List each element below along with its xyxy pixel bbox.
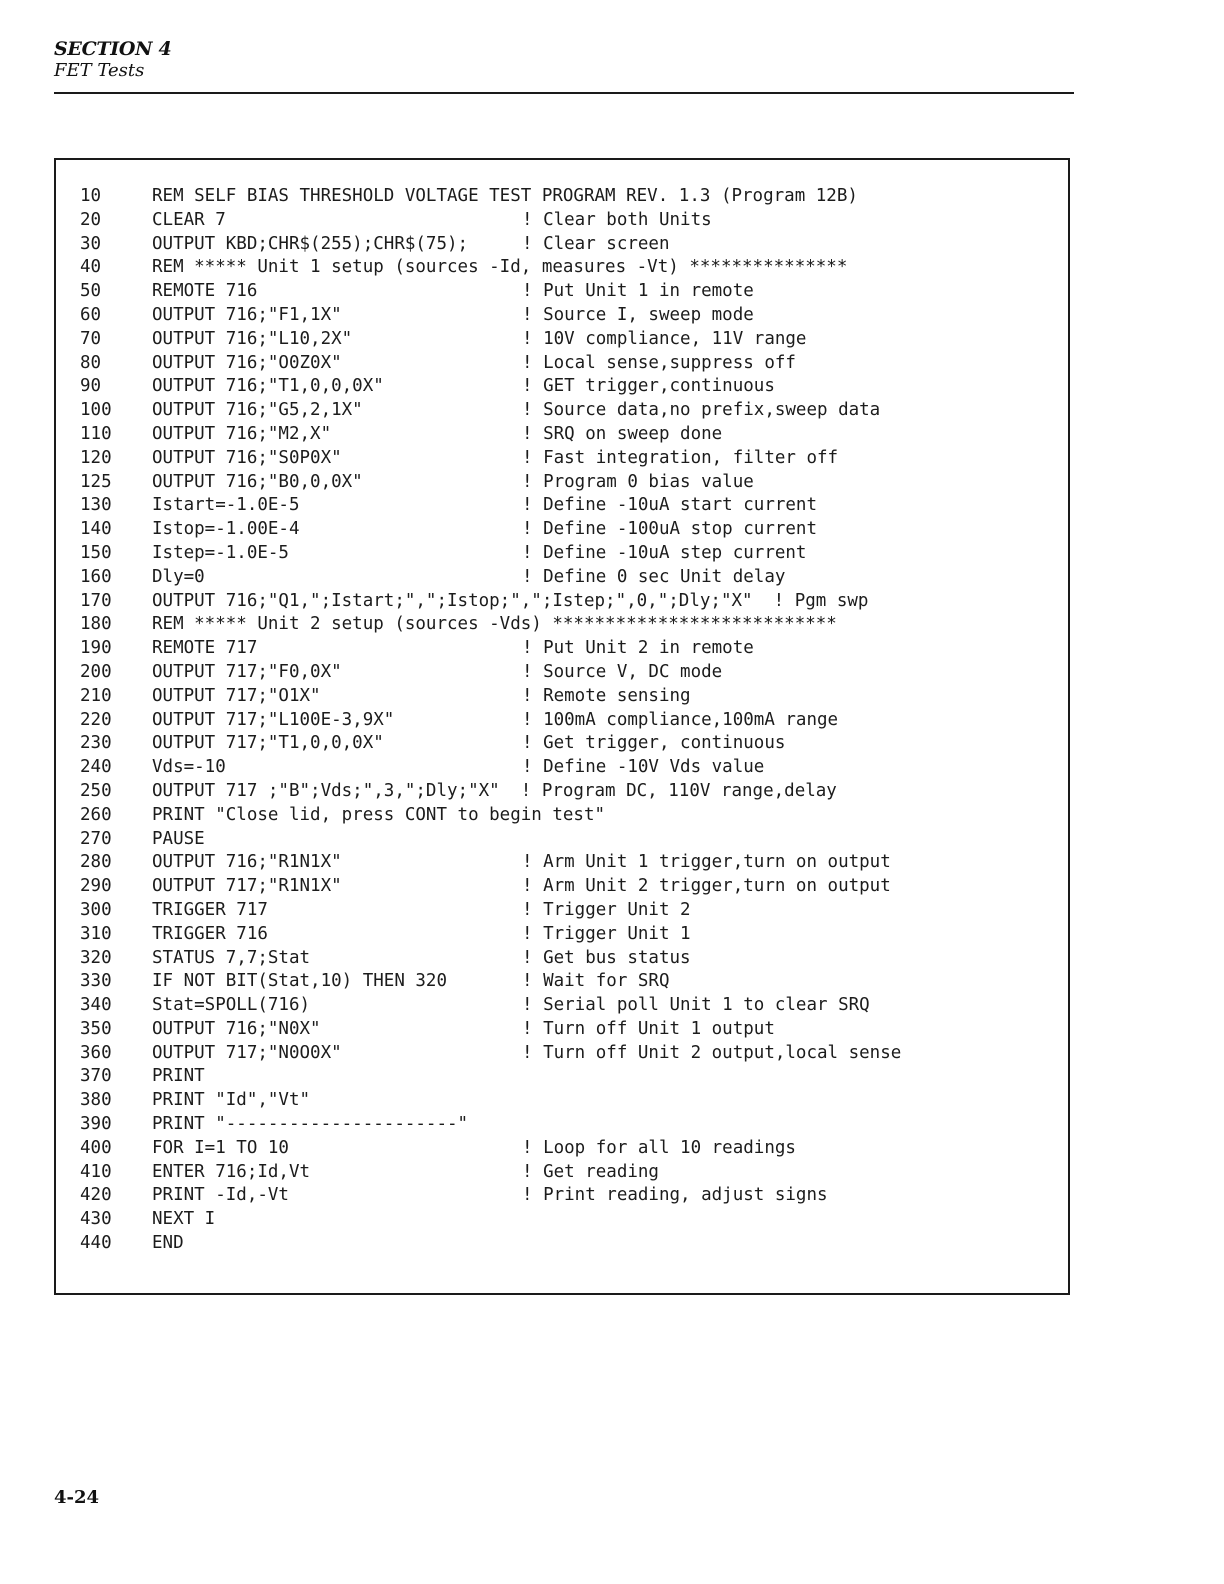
code-statement: CLEAR 7 (152, 209, 226, 230)
code-comment: ! Print reading, adjust signs (522, 1185, 828, 1206)
line-number: 120 (80, 447, 112, 468)
code-statement: PAUSE (152, 828, 205, 849)
code-statement: OUTPUT 716;"Q1,";Istart;",";Istop;",";Istep;",0,";Dly;"X" ! Pgm swp (152, 590, 869, 611)
line-number: 320 (80, 947, 112, 968)
code-comment: ! Clear screen (522, 233, 670, 254)
line-number: 340 (80, 995, 112, 1016)
line-number: 400 (80, 1137, 112, 1158)
line-number: 70 (80, 328, 102, 349)
code-statement: OUTPUT 717;"N0O0X" (152, 1042, 342, 1063)
line-number: 290 (80, 876, 112, 897)
code-comment: ! Get reading (522, 1161, 659, 1182)
line-number: 80 (80, 352, 102, 373)
code-comment: ! Define -10uA start current (522, 495, 818, 516)
line-number: 410 (80, 1161, 112, 1182)
line-number: 60 (80, 304, 102, 325)
code-comment: ! Remote sensing (522, 685, 691, 706)
line-number: 250 (80, 780, 112, 801)
code-statement: Vds=-10 (152, 757, 226, 778)
code-statement: OUTPUT 716;"R1N1X" (152, 852, 342, 873)
section-subtitle: FET Tests (54, 60, 145, 81)
code-comment: ! Program 0 bias value (522, 471, 754, 492)
line-number: 300 (80, 899, 112, 920)
line-number: 140 (80, 519, 112, 540)
code-statement: OUTPUT 717 ;"B";Vds;",3,";Dly;"X" ! Program DC, 110V range,delay (152, 780, 837, 801)
code-statement: Dly=0 (152, 566, 205, 587)
code-statement: PRINT (152, 1066, 205, 1087)
code-comment: ! Arm Unit 2 trigger,turn on output (522, 876, 891, 897)
code-comment: ! Wait for SRQ (522, 971, 670, 992)
code-statement: TRIGGER 717 (152, 899, 268, 920)
line-number: 125 (80, 471, 112, 492)
code-statement: OUTPUT 716;"S0P0X" (152, 447, 342, 468)
code-statement: Istep=-1.0E-5 (152, 542, 289, 563)
code-comment: ! 10V compliance, 11V range (522, 328, 807, 349)
line-number: 430 (80, 1209, 112, 1230)
code-statement: TRIGGER 716 (152, 923, 268, 944)
code-statement: REM SELF BIAS THRESHOLD VOLTAGE TEST PROGRAM REV. 1.3 (Program 12B) (152, 186, 858, 206)
code-comment: ! Define -10V Vds value (522, 757, 765, 778)
code-statement: END (152, 1233, 184, 1254)
line-number: 240 (80, 757, 112, 778)
line-number: 190 (80, 638, 112, 659)
code-statement: OUTPUT 716;"G5,2,1X" (152, 400, 363, 421)
line-number: 150 (80, 542, 112, 563)
line-number: 110 (80, 423, 112, 444)
code-comment: ! Trigger Unit 2 (522, 899, 691, 920)
code-statement: PRINT "----------------------" (152, 1114, 469, 1135)
line-number: 170 (80, 590, 112, 611)
code-comment: ! Source V, DC mode (522, 661, 723, 682)
code-comment: ! Get trigger, continuous (522, 733, 786, 754)
line-number: 260 (80, 804, 112, 825)
code-comment: ! 100mA compliance,100mA range (522, 709, 839, 730)
line-number: 220 (80, 709, 112, 730)
code-statement: OUTPUT 717;"F0,0X" (152, 661, 342, 682)
code-comment: ! Fast integration, filter off (522, 447, 839, 468)
code-comment: ! Clear both Units (522, 209, 712, 230)
code-comment: ! Put Unit 1 in remote (522, 281, 754, 302)
line-number: 420 (80, 1185, 112, 1206)
code-statement: REM ***** Unit 1 setup (sources -Id, measures -Vt) *************** (152, 257, 848, 278)
code-statement: OUTPUT 717;"O1X" (152, 685, 321, 706)
code-statement: OUTPUT 716;"M2,X" (152, 423, 332, 444)
line-number: 330 (80, 971, 112, 992)
code-comment: ! Source I, sweep mode (522, 304, 754, 325)
line-number: 370 (80, 1066, 112, 1087)
code-statement: OUTPUT 717;"L100E-3,9X" (152, 709, 395, 730)
code-statement: REMOTE 717 (152, 638, 258, 659)
code-statement: NEXT I (152, 1209, 216, 1230)
code-comment: ! Turn off Unit 1 output (522, 1018, 775, 1039)
section-header (54, 38, 171, 82)
header-divider (54, 92, 1074, 94)
line-number: 180 (80, 614, 112, 635)
code-comment: ! Serial poll Unit 1 to clear SRQ (522, 995, 870, 1016)
line-number: 40 (80, 257, 102, 278)
line-number: 10 (80, 186, 102, 206)
line-number: 230 (80, 733, 112, 754)
line-number: 50 (80, 281, 102, 302)
code-statement: IF NOT BIT(Stat,10) THEN 320 (152, 971, 448, 992)
code-statement: PRINT "Id","Vt" (152, 1090, 311, 1111)
code-comment: ! Define -10uA step current (522, 542, 807, 563)
code-statement: OUTPUT 716;"T1,0,0,0X" (152, 376, 384, 397)
code-comment: ! Turn off Unit 2 output,local sense (522, 1042, 902, 1063)
page-number: 4-24 (54, 1487, 100, 1508)
line-number: 200 (80, 661, 112, 682)
code-statement: REM ***** Unit 2 setup (sources -Vds) *************************** (152, 614, 837, 635)
code-statement: REMOTE 716 (152, 281, 258, 302)
line-number: 100 (80, 400, 112, 421)
line-number: 210 (80, 685, 112, 706)
code-statement: OUTPUT 716;"N0X" (152, 1018, 321, 1039)
code-statement: OUTPUT 716;"F1,1X" (152, 304, 342, 325)
line-number: 380 (80, 1090, 112, 1111)
line-number: 90 (80, 376, 102, 397)
code-comment: ! Trigger Unit 1 (522, 923, 691, 944)
code-statement: STATUS 7,7;Stat (152, 947, 311, 968)
line-number: 130 (80, 495, 112, 516)
code-statement: ENTER 716;Id,Vt (152, 1161, 311, 1182)
section-title: SECTION 4 (54, 38, 172, 60)
code-statement: PRINT -Id,-Vt (152, 1185, 289, 1206)
code-statement: OUTPUT 717;"R1N1X" (152, 876, 342, 897)
line-number: 440 (80, 1233, 112, 1254)
code-comment: ! GET trigger,continuous (522, 376, 775, 397)
code-comment: ! Source data,no prefix,sweep data (522, 400, 881, 421)
line-number: 30 (80, 233, 102, 254)
code-statement: PRINT "Close lid, press CONT to begin test" (152, 804, 606, 825)
line-number: 360 (80, 1042, 112, 1063)
code-statement: Istart=-1.0E-5 (152, 495, 300, 516)
code-comment: ! Get bus status (522, 947, 691, 968)
line-number: 350 (80, 1018, 112, 1039)
line-number: 160 (80, 566, 112, 587)
code-statement: OUTPUT 716;"B0,0,0X" (152, 471, 363, 492)
code-comment: ! Loop for all 10 readings (522, 1137, 796, 1158)
code-comment: ! Define -100uA stop current (522, 519, 818, 540)
line-number: 20 (80, 209, 102, 230)
code-comment: ! Define 0 sec Unit delay (522, 566, 786, 587)
line-number: 270 (80, 828, 112, 849)
code-statement: OUTPUT 716;"O0Z0X" (152, 352, 342, 373)
line-number: 390 (80, 1114, 112, 1135)
code-statement: Stat=SPOLL(716) (152, 995, 311, 1016)
line-number: 310 (80, 923, 112, 944)
line-number: 280 (80, 852, 112, 873)
code-statement: FOR I=1 TO 10 (152, 1137, 289, 1158)
code-statement: OUTPUT KBD;CHR$(255);CHR$(75); (152, 233, 469, 254)
code-statement: OUTPUT 716;"L10,2X" (152, 328, 353, 349)
code-comment: ! SRQ on sweep done (522, 423, 723, 444)
program-listing-box (54, 158, 1070, 1295)
code-comment: ! Put Unit 2 in remote (522, 638, 754, 659)
code-statement: OUTPUT 717;"T1,0,0,0X" (152, 733, 384, 754)
code-comment: ! Local sense,suppress off (522, 352, 796, 373)
code-statement: Istop=-1.00E-4 (152, 519, 300, 540)
code-comment: ! Arm Unit 1 trigger,turn on output (522, 852, 891, 873)
